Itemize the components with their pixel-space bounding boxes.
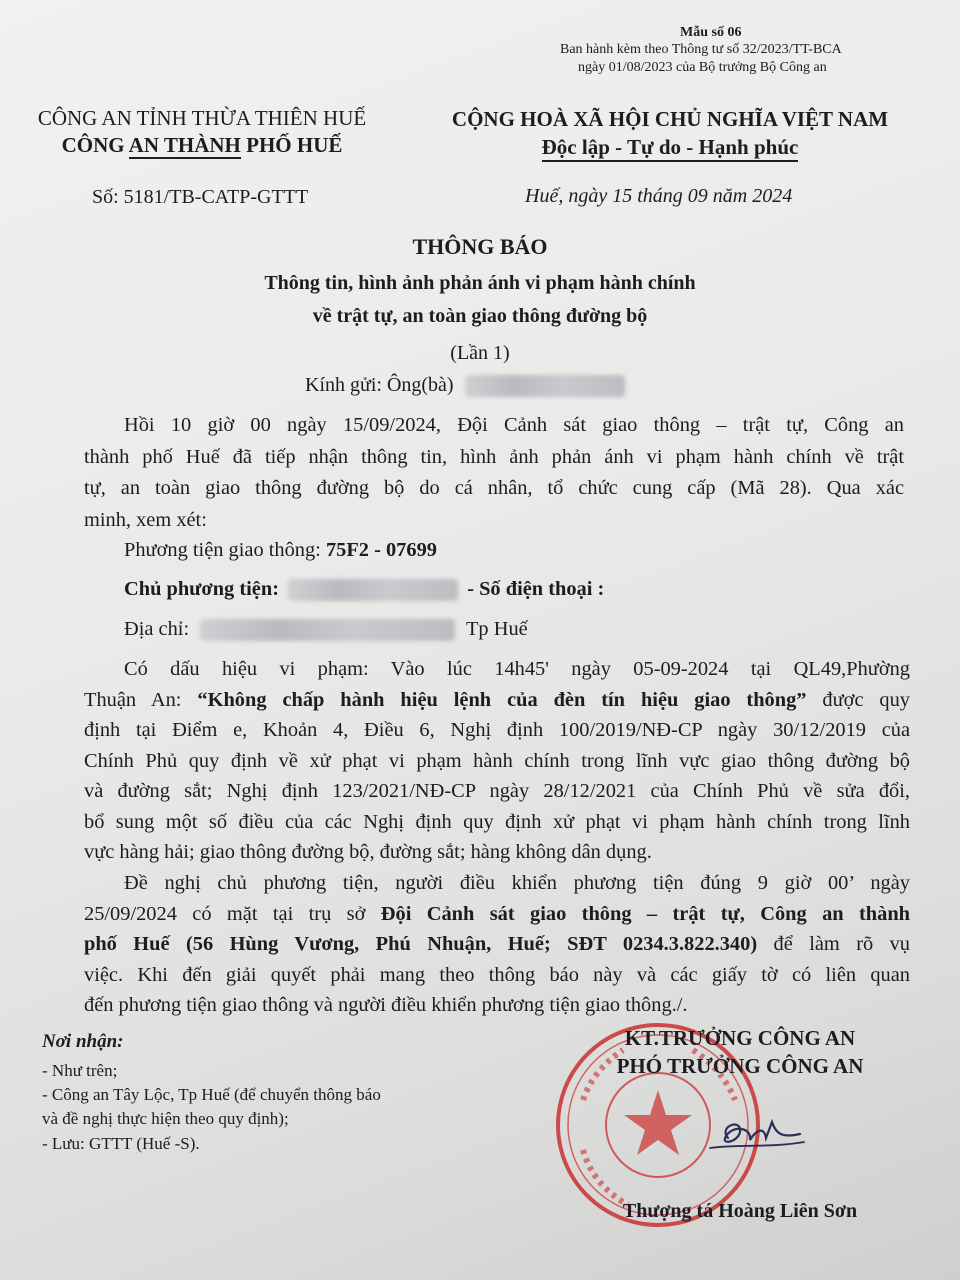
vehicle-label: Phương tiện giao thông: (124, 539, 326, 561)
national-motto-text: Độc lập - Tự do - Hạnh phúc (542, 135, 799, 162)
agency-name (22, 133, 382, 158)
form-reference-line-2: ngày 01/08/2023 của Bộ trưởng Bộ Công an (578, 60, 827, 75)
document-number: Số: 5181/TB-CATP-GTTT (92, 186, 309, 208)
violation-type: “Không chấp hành hiệu lệnh của đèn tín hiệu giao thông” (197, 688, 807, 711)
agency-name-part-1: CÔNG (61, 133, 129, 157)
request-office: Đội Cảnh sát giao thông – trật tự, Công an thành (380, 902, 910, 925)
signer-name: Thượng tá Hoàng Liên Sơn (622, 1200, 858, 1222)
signer-title-1: KT.TRƯỞNG CÔNG AN (624, 1026, 856, 1050)
agency-name-part-3: PHỐ HUẾ (240, 133, 343, 157)
intro-line: thành phố Huế đã tiếp nhận thông tin, hình ảnh phản ánh vi phạm hành chính về trật (84, 445, 904, 468)
address-line (124, 618, 528, 641)
signer-title-2: PHÓ TRƯỞNG CÔNG AN (616, 1054, 864, 1078)
recipient-item: - Lưu: GTTT (Huế -S). (42, 1134, 200, 1153)
handwritten-signature (700, 1108, 810, 1158)
request-purpose: để làm rõ vụ (757, 933, 910, 955)
request-date: 25/09/2024 có mặt tại trụ sở (84, 902, 381, 925)
owner-label: Chủ phương tiện: (124, 578, 279, 600)
document-subtitle-2: về trật tự, an toàn giao thông đường bộ (312, 305, 648, 327)
request-line: đến phương tiện giao thông và người điều khiển phương tiện giao thông./. (84, 994, 688, 1016)
redacted-address (200, 619, 455, 641)
form-number: Mẫu số 06 (680, 25, 742, 40)
attempt-number: (Lần 1) (450, 342, 510, 364)
violation-line (84, 685, 910, 716)
violation-line: vực hàng hải; giao thông đường bộ, đường sắt; hàng không dân dụng. (84, 841, 652, 863)
recipient-item: - Công an Tây Lộc, Tp Huế (để chuyển thông báo (42, 1085, 381, 1104)
agency-name-part-2: AN THÀNH (128, 133, 241, 157)
vehicle-line (124, 539, 437, 562)
recipient-label: Kính gửi: Ông(bà) (305, 374, 454, 396)
address-label: Địa chỉ: (124, 618, 190, 640)
violation-paragraph (84, 654, 910, 868)
request-line (84, 899, 910, 930)
owner-line (124, 578, 604, 601)
phone-label: - Số điện thoại : (467, 578, 605, 600)
recipient-item: và đề nghị thực hiện theo quy định); (42, 1109, 289, 1128)
violation-line: Có dấu hiệu vi phạm: Vào lúc 14h45' ngày 05-09-2024 tại QL49,Phường (124, 658, 910, 680)
violation-line: Chính Phủ quy định về xử phạt vi phạm hành chính trong lĩnh vực giao thông đường bộ (84, 749, 910, 772)
violation-line: và đường sắt; Nghị định 123/2021/NĐ-CP ngày 28/12/2021 của Chính Phủ về sửa đổi, (84, 780, 910, 802)
national-motto (420, 135, 920, 160)
redacted-owner-name (288, 579, 458, 601)
document-subtitle-1: Thông tin, hình ảnh phản ánh vi phạm hành chính (264, 272, 696, 294)
request-line: Đề nghị chủ phương tiện, người điều khiển phương tiện đúng 9 giờ 00’ ngày (124, 872, 910, 894)
violation-line-tail: được quy (806, 688, 911, 711)
request-line: việc. Khi đến giải quyết phải mang theo thông báo này và các giấy tờ có liên quan (84, 963, 910, 986)
violation-line: định tại Điểm e, Khoản 4, Điều 6, Nghị định 100/2019/NĐ-CP ngày 30/12/2019 của (84, 719, 910, 741)
request-line (84, 929, 910, 960)
request-address: phố Huế (56 Hùng Vương, Phú Nhuận, Huế; SĐT 0234.3.822.340) (84, 933, 758, 955)
request-paragraph (84, 868, 910, 1021)
violation-line: bổ sung một số điều của các Nghị định quy định xử phạt vi phạm hành chính trong lĩnh (84, 810, 910, 833)
recipients-title: Nơi nhận: (42, 1031, 124, 1052)
intro-line: Hồi 10 giờ 00 ngày 15/09/2024, Đội Cảnh sát giao thông – trật tự, Công an (124, 414, 904, 436)
vehicle-plate: 75F2 - 07699 (325, 539, 437, 561)
document-title: THÔNG BÁO (412, 234, 548, 259)
form-reference-line-1: Ban hành kèm theo Thông tư số 32/2023/TT-BCA (560, 42, 842, 57)
recipient-item: - Như trên; (42, 1061, 118, 1080)
agency-parent: CÔNG AN TỈNH THỪA THIÊN HUẾ (37, 106, 367, 130)
document-date: Huế, ngày 15 tháng 09 năm 2024 (525, 185, 793, 207)
intro-line: minh, xem xét: (84, 508, 207, 531)
national-title: CỘNG HOÀ XÃ HỘI CHỦ NGHĨA VIỆT NAM (451, 107, 889, 131)
intro-paragraph (84, 410, 904, 536)
redacted-recipient-name (465, 375, 625, 397)
violation-location: Thuận An: (84, 688, 198, 711)
intro-line: tự, an toàn giao thông đường bộ do cá nhân, tổ chức cung cấp (Mã 28). Qua xác (84, 477, 904, 500)
recipient-line (305, 374, 625, 397)
address-city: Tp Huế (465, 618, 528, 640)
